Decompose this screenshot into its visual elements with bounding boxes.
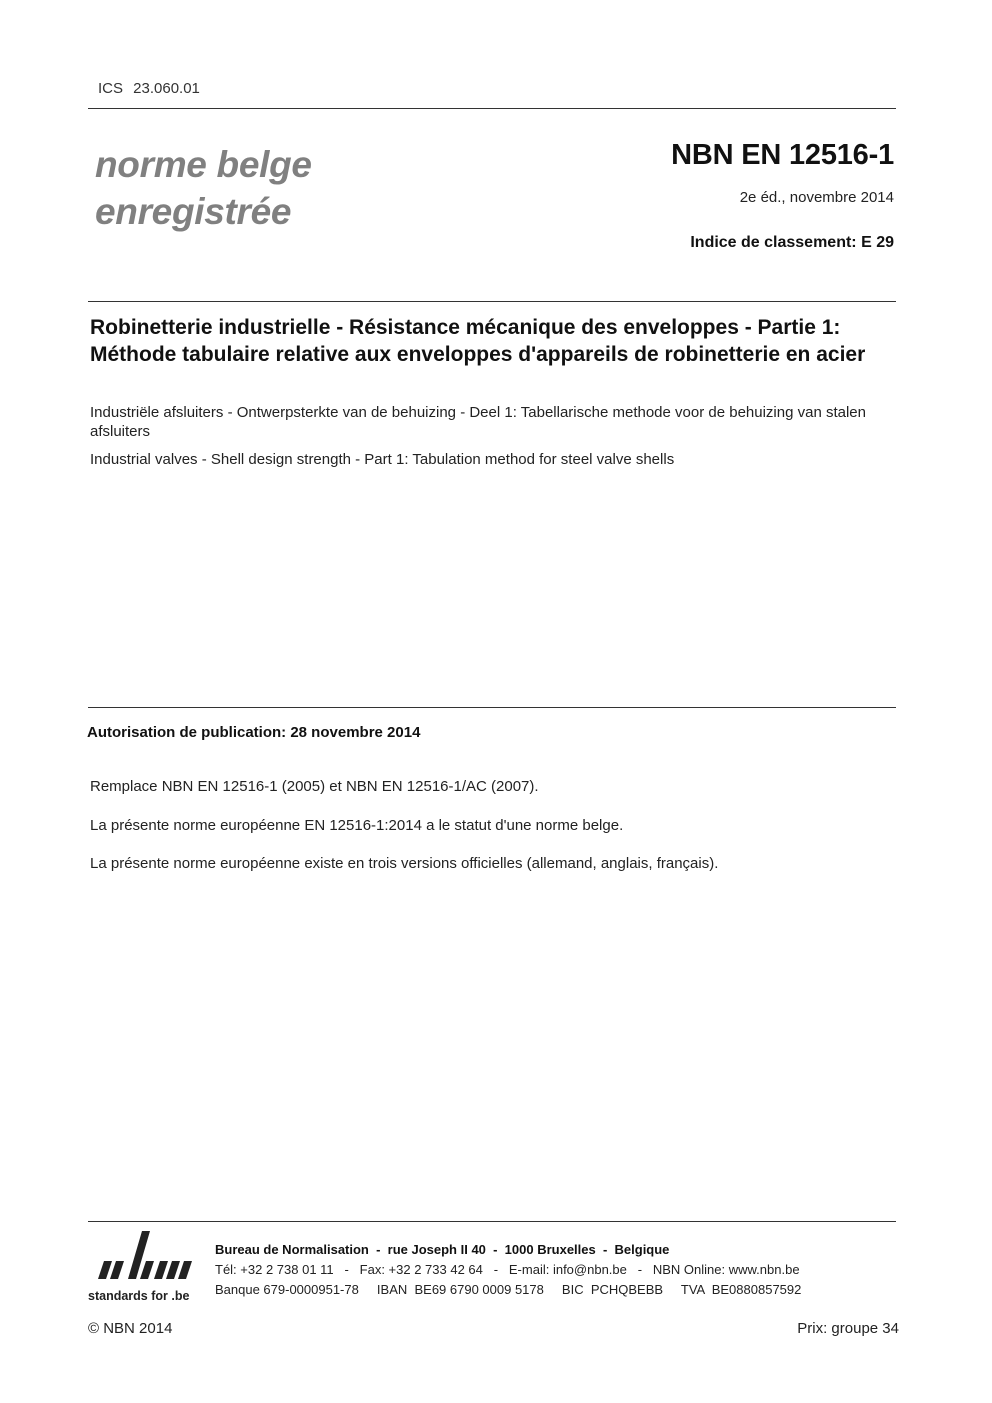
brand-line-1: norme belge [95, 144, 312, 185]
ics-code: ICS 23.060.01 [98, 80, 200, 97]
nbn-logo [88, 1227, 202, 1307]
publication-authorisation: Autorisation de publication: 28 novembre 2014 [87, 724, 421, 741]
standard-number: NBN EN 12516-1 [671, 139, 894, 171]
footer-address: Bureau de Normalisation - rue Joseph II 40 - 1000 Bruxelles - Belgique [215, 1242, 670, 1257]
title-english: Industrial valves - Shell design strength - Part 1: Tabulation method for steel valve shells [90, 451, 675, 468]
footer-bank: Banque 679-0000951-78 IBAN BE69 6790 0009 5178 BIC PCHQBEBB TVA BE0880857592 [215, 1282, 802, 1297]
brand-line-2: enregistrée [95, 191, 292, 232]
nbn-logo-graphic [88, 1227, 202, 1307]
title-rule [88, 301, 896, 302]
edition: 2e éd., novembre 2014 [739, 189, 894, 206]
title-french: Robinetterie industrielle - Résistance mécanique des enveloppes - Partie 1: Méthode tabulaire relative aux enveloppes d'appareils de robinetterie en acier [90, 316, 866, 366]
versions-text: La présente norme européenne existe en trois versions officielles (allemand, anglais, français). [90, 855, 719, 872]
price-group: Prix: groupe 34 [797, 1320, 899, 1337]
footer-rule [88, 1221, 896, 1222]
status-text: La présente norme européenne EN 12516-1:2014 a le statut d'une norme belge. [90, 817, 624, 834]
classification-index: Indice de classement: E 29 [690, 234, 894, 251]
body-rule [88, 707, 896, 708]
top-rule [88, 108, 896, 109]
replaces-text: Remplace NBN EN 12516-1 (2005) et NBN EN 12516-1/AC (2007). [90, 778, 539, 795]
copyright: © NBN 2014 [88, 1320, 173, 1337]
logo-tagline: standards for .be [88, 1289, 190, 1303]
title-dutch: Industriële afsluiters - Ontwerpsterkte van de behuizing - Deel 1: Tabellarische methode voor de behuizing van stalen afsluiters [90, 404, 866, 440]
footer-contact: Tél: +32 2 738 01 11 - Fax: +32 2 733 42 64 - E-mail: info@nbn.be - NBN Online: www.nbn.be [215, 1262, 800, 1277]
